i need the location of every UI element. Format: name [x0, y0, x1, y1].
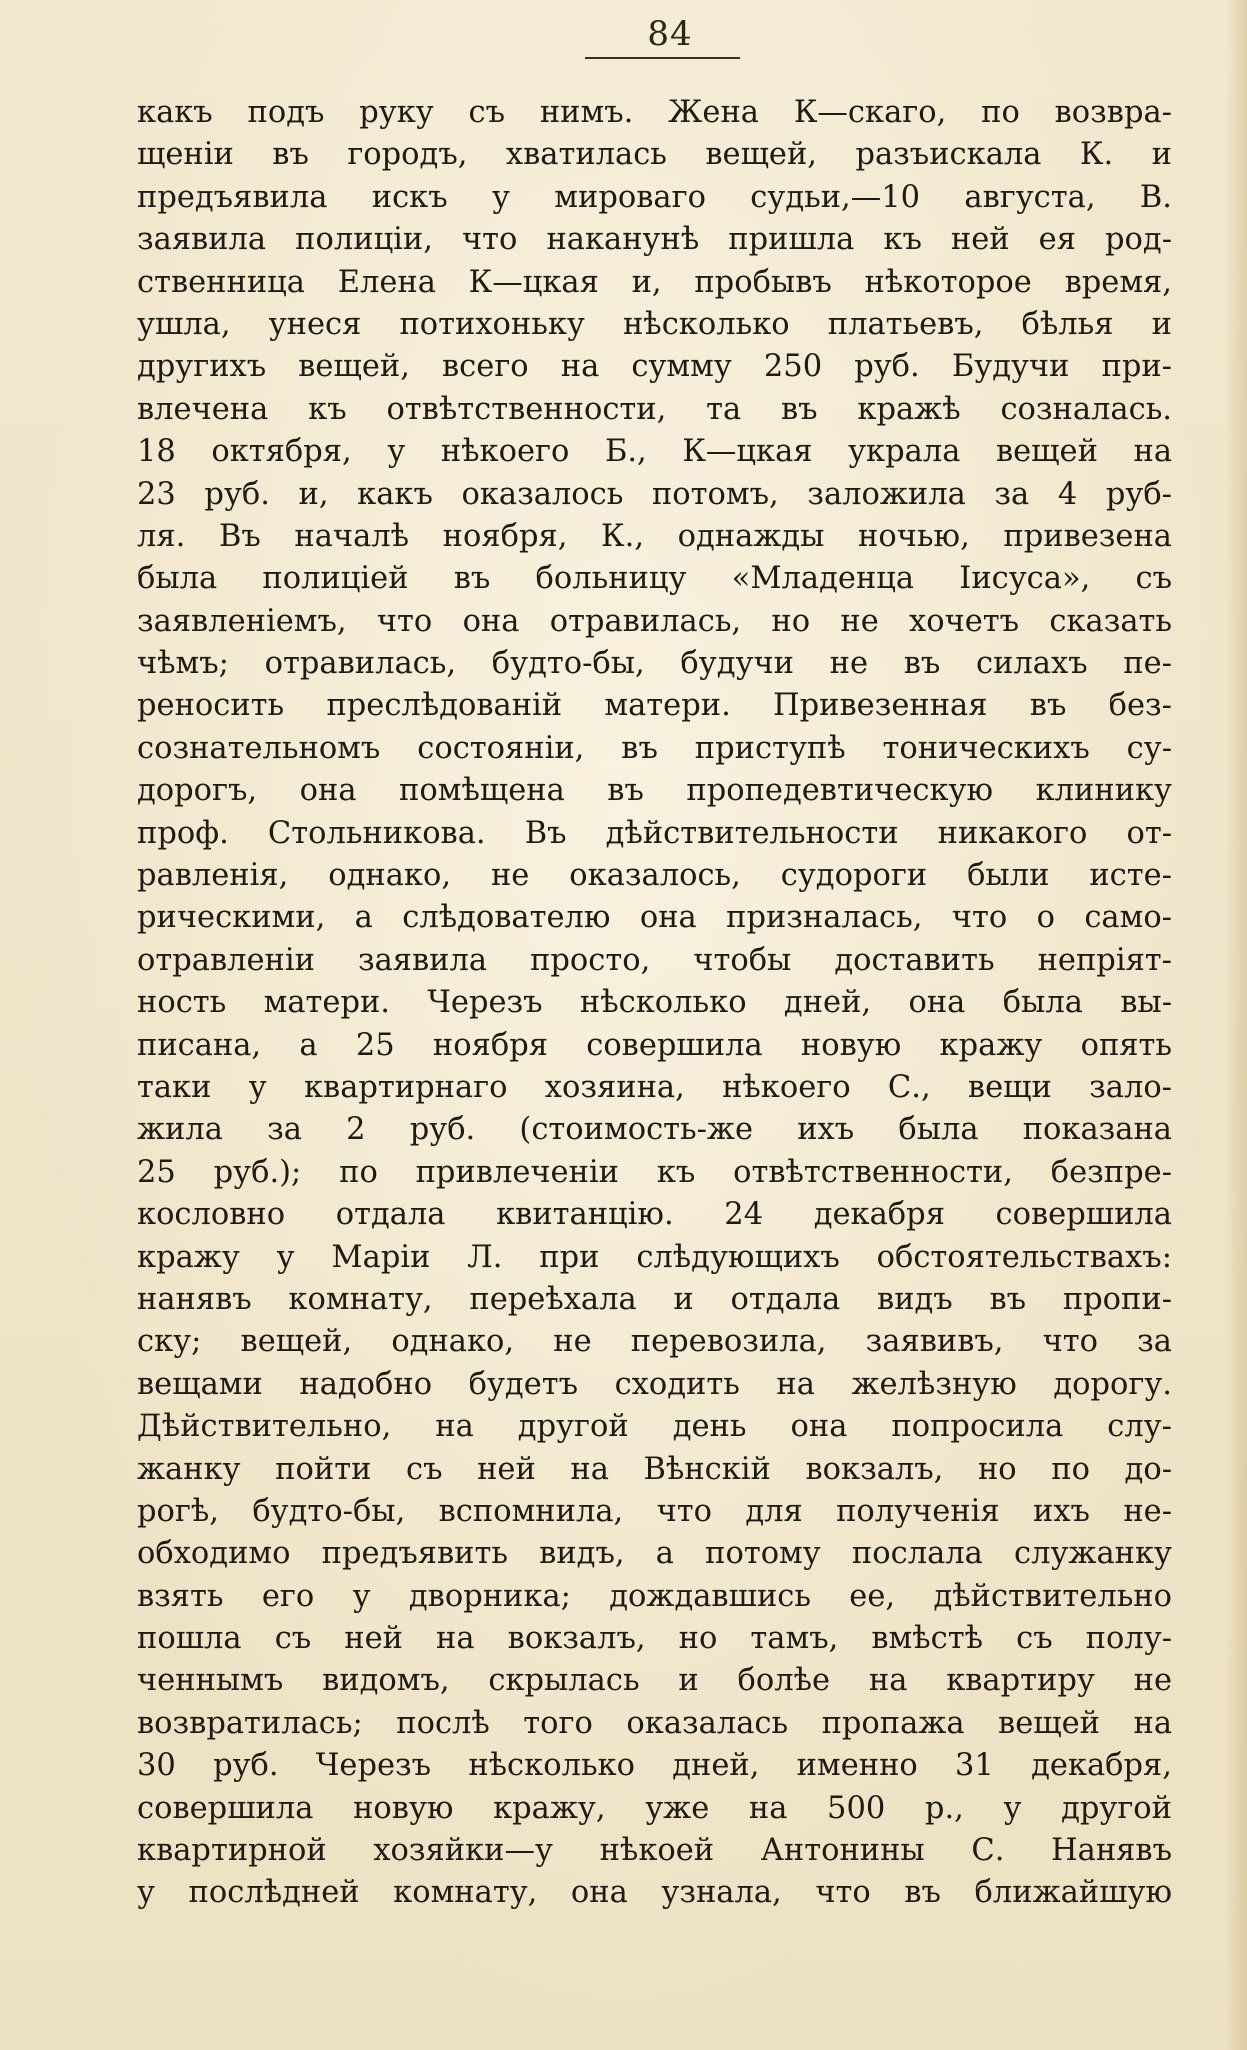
text-line: заявила полиціи, что наканунѣ пришла къ ней ея род-: [137, 222, 1172, 258]
text-line: чѣмъ; отравилась, будто-бы, будучи не въ силахъ пе-: [137, 646, 1172, 682]
text-line: рогѣ, будто-бы, вспомнила, что для полученія ихъ не-: [137, 1493, 1172, 1529]
text-line: заявленіемъ, что она отравилась, но не хочетъ сказать: [137, 603, 1172, 639]
text-line: предъявила искъ у мироваго судьи,—10 августа, В.: [137, 179, 1172, 215]
text-line: дорогъ, она помѣщена въ пропедевтическую клинику: [137, 773, 1172, 809]
text-line: обходимо предъявить видъ, а потому послала служанку: [137, 1536, 1172, 1572]
text-line: равленія, однако, не оказалось, судороги были исте-: [137, 858, 1172, 894]
text-line: нанявъ комнату, переѣхала и отдала видъ въ пропи-: [137, 1281, 1172, 1317]
text-line: 30 руб. Черезъ нѣсколько дней, именно 31 декабря,: [137, 1748, 1172, 1784]
text-line: ля. Въ началѣ ноября, К., однажды ночью, привезена: [137, 518, 1172, 554]
text-line: реносить преслѣдованій матери. Привезенная въ без-: [137, 688, 1172, 724]
text-line: кословно отдала квитанцію. 24 декабря совершила: [137, 1197, 1172, 1233]
text-line: была полиціей въ больницу «Младенца Іисуса», съ: [137, 561, 1172, 597]
text-line: 25 руб.); по привлеченіи къ отвѣтственности, безпре-: [137, 1154, 1172, 1190]
text-line: ченнымъ видомъ, скрылась и болѣе на квартиру не: [137, 1663, 1172, 1699]
text-line: Дѣйствительно, на другой день она попросила слу-: [137, 1409, 1172, 1445]
text-line: совершила новую кражу, уже на 500 р., у другой: [137, 1790, 1172, 1826]
text-line: сознательномъ состояніи, въ приступѣ тоническихъ су-: [137, 730, 1172, 766]
text-line: проф. Стольникова. Въ дѣйствительности никакого от-: [137, 815, 1172, 851]
text-line: писана, а 25 ноября совершила новую кражу опять: [137, 1027, 1172, 1063]
text-line: какъ подъ руку съ нимъ. Жена К—скаго, по возвра-: [137, 95, 1172, 130]
text-line: ственница Елена К—цкая и, пробывъ нѣкоторое время,: [137, 264, 1172, 300]
text-line: 23 руб. и, какъ оказалось потомъ, заложила за 4 руб-: [137, 476, 1172, 512]
text-line: кражу у Маріи Л. при слѣдующихъ обстоятельствахъ:: [137, 1239, 1172, 1275]
text-line: взять его у дворника; дождавшись ее, дѣйствительно: [137, 1578, 1172, 1614]
text-line: у послѣдней комнату, она узнала, что въ ближайшую: [137, 1875, 1172, 1911]
header-rule: [585, 57, 740, 59]
text-line: ушла, унеся потихоньку нѣсколько платьевъ, бѣлья и: [137, 306, 1172, 342]
page-edge-shadow: [1225, 0, 1247, 2050]
text-line: возвратилась; послѣ того оказалась пропажа вещей на: [137, 1705, 1172, 1741]
text-line: ску; вещей, однако, не перевозила, заявивъ, что за: [137, 1324, 1172, 1360]
text-line: щеніи въ городъ, хватилась вещей, разъискала К. и: [137, 137, 1172, 173]
text-line: другихъ вещей, всего на сумму 250 руб. Будучи при-: [137, 349, 1172, 385]
text-line: ность матери. Черезъ нѣсколько дней, она была вы-: [137, 985, 1172, 1021]
text-line: рическими, а слѣдователю она призналась, что о само-: [137, 900, 1172, 936]
text-line: влечена къ отвѣтственности, та въ кражѣ созналась.: [137, 391, 1172, 427]
text-line: пошла съ ней на вокзалъ, но тамъ, вмѣстѣ съ полу-: [137, 1621, 1172, 1657]
text-line: отравленіи заявила просто, чтобы доставить непріят-: [137, 942, 1172, 978]
text-line: таки у квартирнаго хозяина, нѣкоего С., вещи зало-: [137, 1069, 1172, 1105]
text-line: 18 октября, у нѣкоего Б., К—цкая украла вещей на: [137, 434, 1172, 470]
body-text: [137, 92, 1172, 1915]
text-line: жила за 2 руб. (стоимость-же ихъ была показана: [137, 1112, 1172, 1148]
text-line: жанку пойти съ ней на Вѣнскій вокзалъ, но по до-: [137, 1451, 1172, 1487]
page-number: 84: [647, 14, 693, 54]
text-line: вещами надобно будетъ сходить на желѣзную дорогу.: [137, 1366, 1172, 1402]
text-line: квартирной хозяйки—у нѣкоей Антонины С. Нанявъ: [137, 1833, 1172, 1869]
